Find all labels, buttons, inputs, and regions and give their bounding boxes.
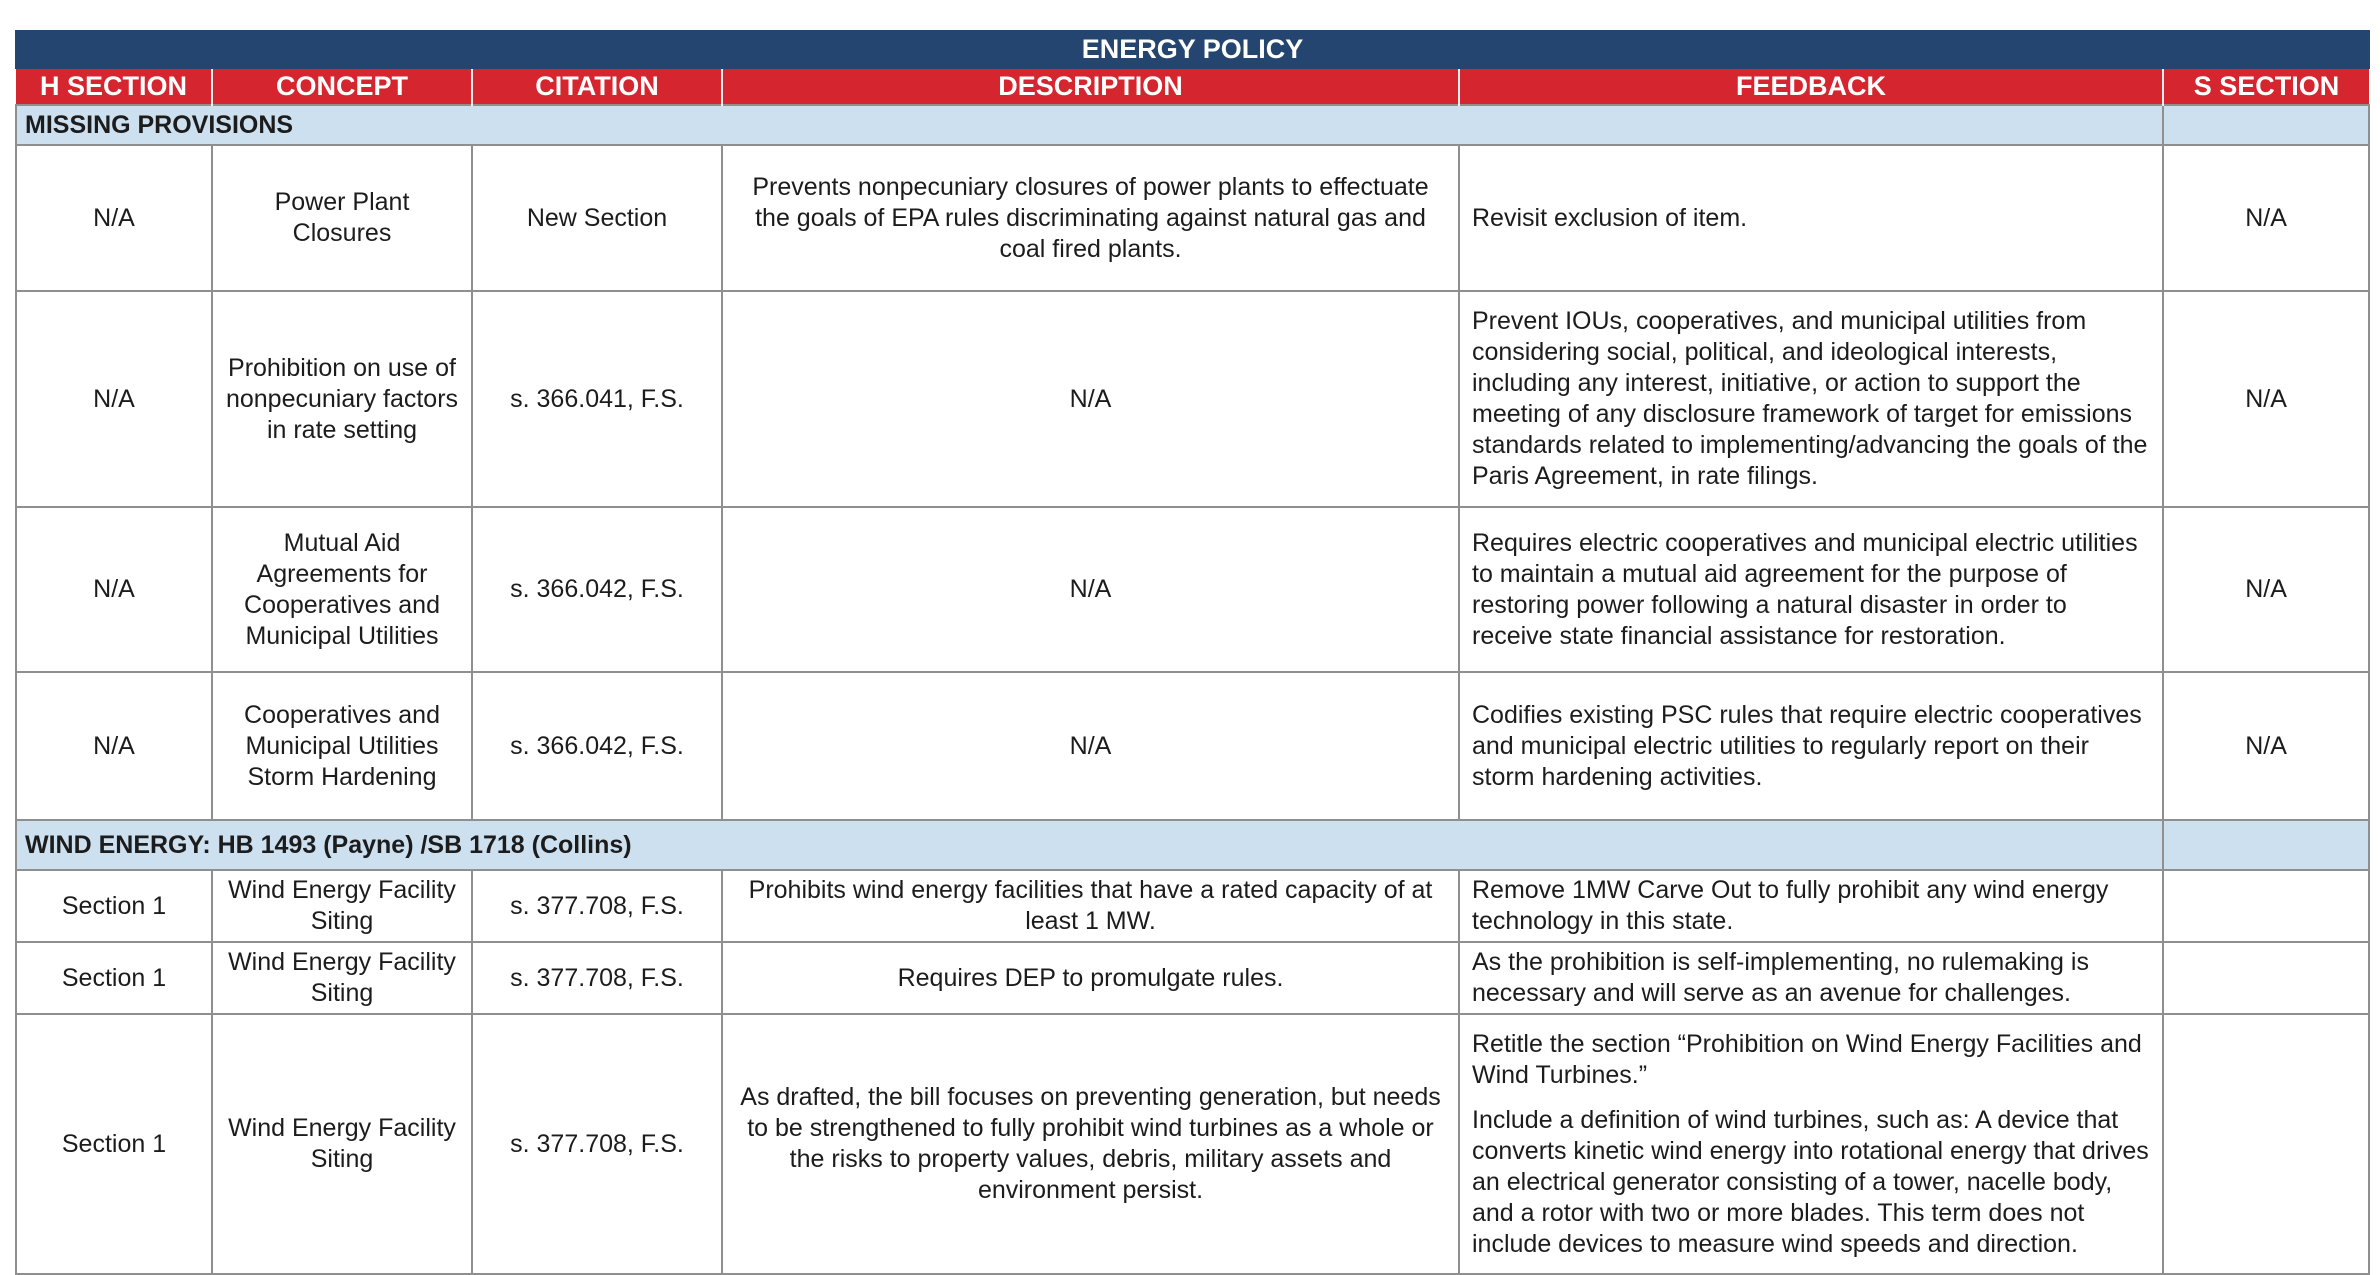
feedback-paragraph: Revisit exclusion of item.	[1472, 203, 1748, 232]
cell-description: Prohibits wind energy facilities that have a rated capacity of at least 1 MW.	[722, 870, 1459, 942]
cell-description: N/A	[722, 507, 1459, 672]
cell-description: Prevents nonpecuniary closures of power plants to effectuate the goals of EPA rules discriminating against natural gas and coal fired plants.	[722, 145, 1459, 291]
cell-citation: New Section	[472, 145, 722, 291]
cell-citation: s. 377.708, F.S.	[472, 870, 722, 942]
feedback-paragraph: Retitle the section “Prohibition on Wind Energy Facilities and Wind Turbines.”	[1472, 1029, 2142, 1089]
section-heading-blank	[2163, 105, 2369, 145]
cell-feedback	[1459, 942, 2163, 1014]
cell-citation: s. 366.041, F.S.	[472, 291, 722, 507]
cell-h-section: N/A	[16, 507, 212, 672]
feedback-paragraph: Prevent IOUs, cooperatives, and municipal utilities from considering social, political, and ideological interests, including any interest, initiative, or action to support the meeting of any disclosure framework of target for emissions standards related to implementing/advancing the goals of the Paris Agreement, in rate filings.	[1472, 307, 2148, 490]
cell-description: N/A	[722, 672, 1459, 820]
cell-s-section	[2163, 870, 2369, 942]
cell-concept: Mutual Aid Agreements for Cooperatives and Municipal Utilities	[212, 507, 472, 672]
column-header-h-section: H SECTION	[16, 68, 212, 105]
cell-s-section: N/A	[2163, 507, 2369, 672]
cell-h-section: Section 1	[16, 942, 212, 1014]
cell-citation: s. 366.042, F.S.	[472, 507, 722, 672]
column-header-row	[16, 68, 2369, 105]
column-header-s-section: S SECTION	[2163, 68, 2369, 105]
feedback-paragraph: Requires electric cooperatives and municipal electric utilities to maintain a mutual aid agreement for the purpose of restoring power following a natural disaster in order to receive state financial assistance for restoration.	[1472, 528, 2138, 650]
cell-feedback	[1459, 507, 2163, 672]
feedback-paragraph: Include a definition of wind turbines, such as: A device that converts kinetic wind energy into rotational energy that drives an electrical generator consisting of a tower, nacelle body, and a rotor with two or more blades. This term does not include devices to measure wind speeds and direction.	[1472, 1105, 2149, 1258]
section-heading: MISSING PROVISIONS	[16, 105, 2163, 145]
column-header-feedback: FEEDBACK	[1459, 68, 2163, 105]
table-row	[16, 1014, 2369, 1274]
cell-citation: s. 377.708, F.S.	[472, 1014, 722, 1274]
cell-description: As drafted, the bill focuses on preventing generation, but needs to be strengthened to fully prohibit wind turbines as a whole or the risks to property values, debris, military assets and environment persist.	[722, 1014, 1459, 1274]
table-row	[16, 507, 2369, 672]
cell-feedback	[1459, 145, 2163, 291]
energy-policy-table	[15, 30, 2370, 1275]
cell-h-section: Section 1	[16, 1014, 212, 1274]
cell-description: Requires DEP to promulgate rules.	[722, 942, 1459, 1014]
table-row	[16, 145, 2369, 291]
cell-concept: Wind Energy Facility Siting	[212, 942, 472, 1014]
cell-feedback	[1459, 870, 2163, 942]
table-row	[16, 672, 2369, 820]
cell-concept: Prohibition on use of nonpecuniary factors in rate setting	[212, 291, 472, 507]
column-header-concept: CONCEPT	[212, 68, 472, 105]
table-title: ENERGY POLICY	[16, 31, 2369, 68]
table-row	[16, 291, 2369, 507]
cell-s-section	[2163, 1014, 2369, 1274]
cell-citation: s. 377.708, F.S.	[472, 942, 722, 1014]
cell-h-section: Section 1	[16, 870, 212, 942]
column-header-description: DESCRIPTION	[722, 68, 1459, 105]
cell-concept: Cooperatives and Municipal Utilities Storm Hardening	[212, 672, 472, 820]
cell-h-section: N/A	[16, 145, 212, 291]
cell-feedback	[1459, 1014, 2163, 1274]
table-row	[16, 942, 2369, 1014]
cell-feedback	[1459, 291, 2163, 507]
section-header-row	[16, 105, 2369, 145]
cell-h-section: N/A	[16, 672, 212, 820]
cell-feedback	[1459, 672, 2163, 820]
section-heading: WIND ENERGY: HB 1493 (Payne) /SB 1718 (Collins)	[16, 820, 2163, 870]
feedback-paragraph: As the prohibition is self-implementing, no rulemaking is necessary and will serve as an avenue for challenges.	[1472, 948, 2089, 1007]
column-header-citation: CITATION	[472, 68, 722, 105]
cell-description: N/A	[722, 291, 1459, 507]
cell-concept: Power Plant Closures	[212, 145, 472, 291]
cell-s-section: N/A	[2163, 145, 2369, 291]
cell-concept: Wind Energy Facility Siting	[212, 870, 472, 942]
cell-s-section: N/A	[2163, 672, 2369, 820]
cell-concept: Wind Energy Facility Siting	[212, 1014, 472, 1274]
cell-citation: s. 366.042, F.S.	[472, 672, 722, 820]
cell-s-section	[2163, 942, 2369, 1014]
title-row	[16, 31, 2369, 68]
section-heading-blank	[2163, 820, 2369, 870]
cell-s-section: N/A	[2163, 291, 2369, 507]
feedback-paragraph: Remove 1MW Carve Out to fully prohibit any wind energy technology in this state.	[1472, 876, 2109, 935]
section-header-row	[16, 820, 2369, 870]
table-body	[16, 31, 2369, 1274]
table-row	[16, 870, 2369, 942]
cell-h-section: N/A	[16, 291, 212, 507]
feedback-paragraph: Codifies existing PSC rules that require electric cooperatives and municipal electric utilities to regularly report on their storm hardening activities.	[1472, 700, 2142, 791]
